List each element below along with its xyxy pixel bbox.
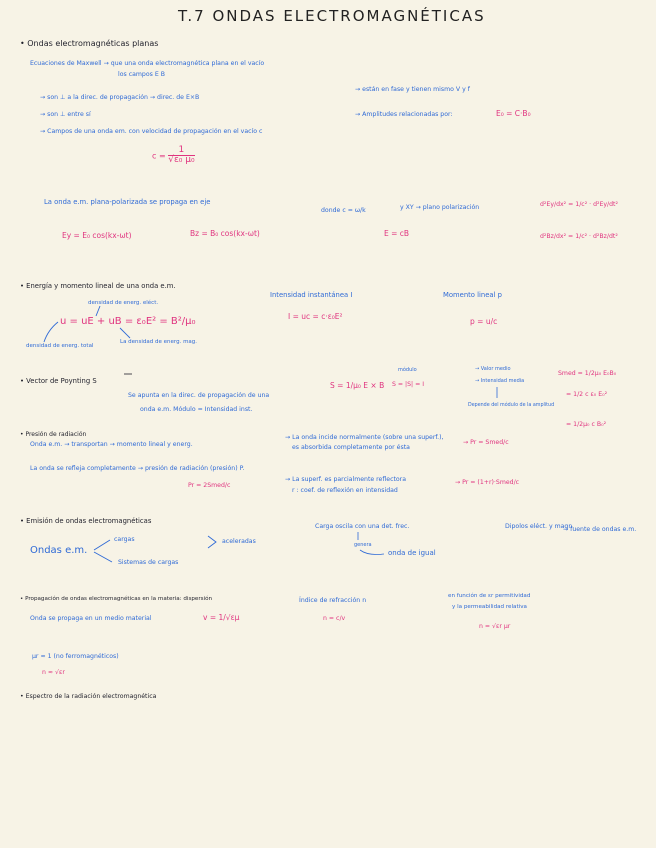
eq-pr-2: Pr = 2Smed/c [188,482,231,489]
text-dens-mag: La densidad de energ. mag. [120,339,198,345]
text-aceleradas: aceleradas [222,538,256,545]
text-valor-medio: → Valor medio [475,366,511,372]
text-campos-vel: → Campos de una onda em. con velocidad de propagación en el vacío c [40,128,263,135]
text-maxwell: Ecuaciones de Maxwell → que una onda electromagnética plana en el vacío [30,60,265,67]
eq-pr-1: → Pr = Smed/c [463,439,509,446]
text-intensidad: Intensidad instantánea I [270,291,353,299]
text-carga-osc: Carga oscila con una det. frec. [315,523,410,530]
text-indice: Índice de refracción n [299,597,367,604]
eq-poynting: S = 1/μ₀ E × B [330,381,385,390]
text-dipolos: Dipolos eléct. y magn. [505,523,575,530]
text-sup-2a: → La superf. es parcialmente reflectora [285,476,407,483]
arrow-dens-mag [120,328,130,338]
text-fuente: → fuente de ondas e.m. [563,526,637,533]
text-genera: genera [354,542,372,548]
eq-c: c = $\frac{1}{\text{√ε₀ μ₀}}$ [152,145,195,166]
text-poynting-1: Se apunta en la direc. de propagación de una [128,392,270,399]
heading-propagacion: • Propagación de ondas electromagnéticas en la materia: dispersión [20,596,213,602]
text-func: en función de εr permitividad [448,593,531,599]
eq-ey: Ey = E₀ cos(kx-ωt) [62,231,132,240]
text-modulo: módulo [398,367,417,373]
eq-smed-1: Smed = 1/2μ₀ E₀B₀ [558,370,617,377]
heading-planes: • Ondas electromagnéticas planas [20,39,159,48]
text-perp: → son ⊥ a la direc. de propagación → direc. de E×B [40,94,200,101]
eq-pr-3: → Pr = (1+r)·Smed/c [455,479,520,486]
text-sup-2b: r : coef. de reflexión en intensidad [292,487,398,494]
eq-bz: Bz = B₀ cos(kx-ωt) [190,229,260,238]
brace-ondas [94,540,112,562]
text-refleja: La onda se refleja completamente → presión de radiación (presión) P. [30,465,245,472]
text-poynting-2: onda e.m. Módulo = Intensidad inst. [140,406,253,413]
heading-espectro: • Espectro de la radiación electromagnética [20,693,157,700]
eq-wave-2: d²Bz/dx² = 1/c² · d²Bz/dt² [540,233,618,240]
text-onda-igual: onda de igual [388,549,436,557]
heading-emision: • Emisión de ondas electromagnéticas [20,517,152,525]
eq-smed-2: = 1/2 c ε₀ E₀² [566,391,608,398]
eq-intensidad: I = uc = c·ε₀E² [288,312,343,321]
text-dens-total: densidad de energ. total [26,343,94,349]
text-depende: Depende del módulo de la amplitud [468,403,555,408]
text-cargas: cargas [114,536,135,543]
eq-n-3: n ≈ √εr [42,669,65,676]
heading-poynting: • Vector de Poynting S [20,377,97,385]
eq-v: v = 1/√εμ [203,613,240,622]
eq-wave-1: d²Ey/dx² = 1/c² · d²Ey/dt² [540,201,618,208]
text-amplitud: → Amplitudes relacionadas por: [355,111,453,118]
arrow-dens-total [44,322,58,342]
text-fase: → están en fase y tienen mismo V y f [355,86,470,93]
text-sup-1b: es absorbida completamente por ésta [292,444,410,451]
text-int-media: → Intensidad media [475,378,525,384]
eq-n-2: n = √εr μr [479,623,511,630]
eq-momento: p = u/c [470,317,498,326]
eq-amplitud: E₀ = C·B₀ [496,109,531,118]
page-title: T.7 ONDAS ELECTROMAGNÉTICAS [178,7,486,25]
brace-acel [208,536,216,548]
arrow-dens-elec [96,306,100,316]
heading-presion: • Presión de radiación [20,431,87,438]
eq-s-mod: S = |S| = I [392,381,425,388]
eq-u: u = uE + uB = ε₀E² = B²/μ₀ [60,316,196,327]
text-dens-elec: densidad de energ. eléct. [88,300,159,306]
text-perp2: → son ⊥ entre sí [40,111,91,118]
text-func-2: y la permeabilidad relativa [452,604,527,610]
text-donde: donde c = ω/k [321,207,366,214]
text-onda-plano: La onda e.m. plana-polarizada se propaga en eje [44,198,211,206]
text-momento: Momento lineal p [443,291,502,299]
eq-n: n = c/v [323,615,346,622]
eq-smed-3: = 1/2μ₀ c B₀² [566,421,607,428]
text-mu: μr ≈ 1 (no ferromagnéticos) [32,653,119,660]
text-ondas-em: Ondas e.m. [30,545,88,556]
text-xy: y XY → plano polarización [400,204,480,211]
eq-ecb: E = cB [384,229,410,238]
heading-energia: • Energía y momento lineal de una onda e.m. [20,282,176,290]
text-onda-mom: Onda e.m. → transportan → momento lineal y energ. [30,441,193,448]
arrow-onda-igual [360,550,384,555]
text-sup-1a: → La onda incide normalmente (sobre una superf.), [285,434,444,441]
text-sistemas: Sistemas de cargas [118,559,179,566]
text-onda-prop: Onda se propaga en un medio material [30,615,152,622]
text-campos: los campos E B [118,71,165,78]
